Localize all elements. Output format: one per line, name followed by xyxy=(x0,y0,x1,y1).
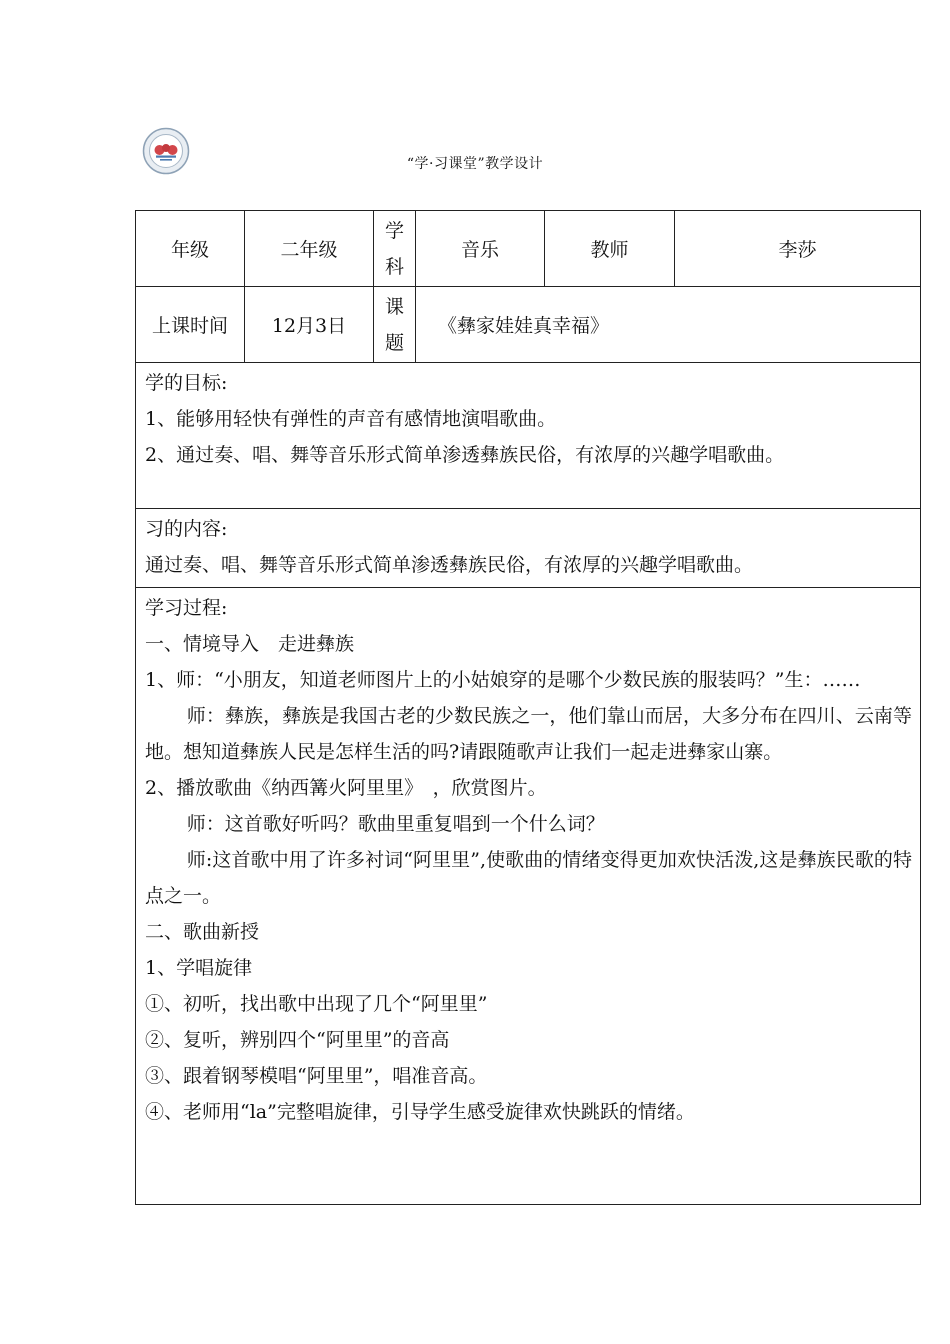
content-heading: 习的内容: xyxy=(145,518,228,540)
subject-label xyxy=(374,211,416,287)
process-step: ①、初听，找出歌中出现了几个“阿里里” xyxy=(145,993,488,1015)
topic-label xyxy=(374,287,416,363)
process-paragraph: 1、学唱旋律 xyxy=(145,957,253,979)
process-paragraph: 2、播放歌曲《纳西篝火阿里里》 ，欣赏图片。 xyxy=(145,777,547,799)
content-row xyxy=(136,509,921,588)
goal-item: 2、通过奏、唱、舞等音乐形式简单渗透彝族民俗，有浓厚的兴趣学唱歌曲。 xyxy=(145,444,785,466)
process-heading: 学习过程: xyxy=(145,597,228,619)
process-paragraph: 师：彝族，彝族是我国古老的少数民族之一，他们靠山而居，大多分布在四川、云南等地。想知道彝族人民是怎样生活的吗?请跟随歌声让我们一起走进彝家山寨。 xyxy=(145,705,912,763)
process-row xyxy=(136,588,921,1205)
learning-content-section xyxy=(136,509,921,588)
lesson-plan-table xyxy=(135,210,921,1205)
learning-process-section xyxy=(136,588,921,1205)
info-row-time xyxy=(136,287,921,363)
time-value: 12月3日 xyxy=(245,287,374,363)
section-heading: 一、情境导入 走进彝族 xyxy=(145,633,355,655)
goal-item: 1、能够用轻快有弹性的声音有感情地演唱歌曲。 xyxy=(145,408,557,430)
teacher-label: 教师 xyxy=(545,211,675,287)
teacher-value: 李莎 xyxy=(675,211,921,287)
topic-label-char-2: 题 xyxy=(384,331,404,354)
section-heading: 二、歌曲新授 xyxy=(145,921,260,943)
topic-label-char-1: 课 xyxy=(384,295,404,318)
grade-value: 二年级 xyxy=(245,211,374,287)
process-step: ③、跟着钢琴模唱“阿里里”，唱准音高。 xyxy=(145,1065,488,1087)
subject-label-char-2: 科 xyxy=(384,255,404,278)
learning-goals-section xyxy=(136,363,921,509)
document-title: “学·习课堂”教学设计 xyxy=(406,156,544,172)
process-paragraph: 1、师：“小朋友，知道老师图片上的小姑娘穿的是哪个少数民族的服装吗？”生：…… xyxy=(145,669,861,691)
info-row-grade xyxy=(136,211,921,287)
content-text: 通过奏、唱、舞等音乐形式简单渗透彝族民俗，有浓厚的兴趣学唱歌曲。 xyxy=(145,554,754,576)
subject-label-char-1: 学 xyxy=(384,219,404,242)
process-paragraph: 师：这首歌好听吗？歌曲里重复唱到一个什么词？ xyxy=(186,813,605,835)
topic-value: 《彝家娃娃真幸福》 xyxy=(416,287,921,363)
grade-label: 年级 xyxy=(136,211,245,287)
goals-row xyxy=(136,363,921,509)
time-label: 上课时间 xyxy=(136,287,245,363)
process-step: ④、老师用“la”完整唱旋律，引导学生感受旋律欢快跳跃的情绪。 xyxy=(145,1101,695,1123)
subject-value: 音乐 xyxy=(416,211,545,287)
process-paragraph: 师:这首歌中用了许多衬词“阿里里”,使歌曲的情绪变得更加欢快活泼,这是彝族民歌的特点之一。 xyxy=(145,849,912,907)
goals-heading: 学的目标: xyxy=(145,372,228,394)
process-step: ②、复听，辨别四个“阿里里”的音高 xyxy=(145,1029,450,1051)
